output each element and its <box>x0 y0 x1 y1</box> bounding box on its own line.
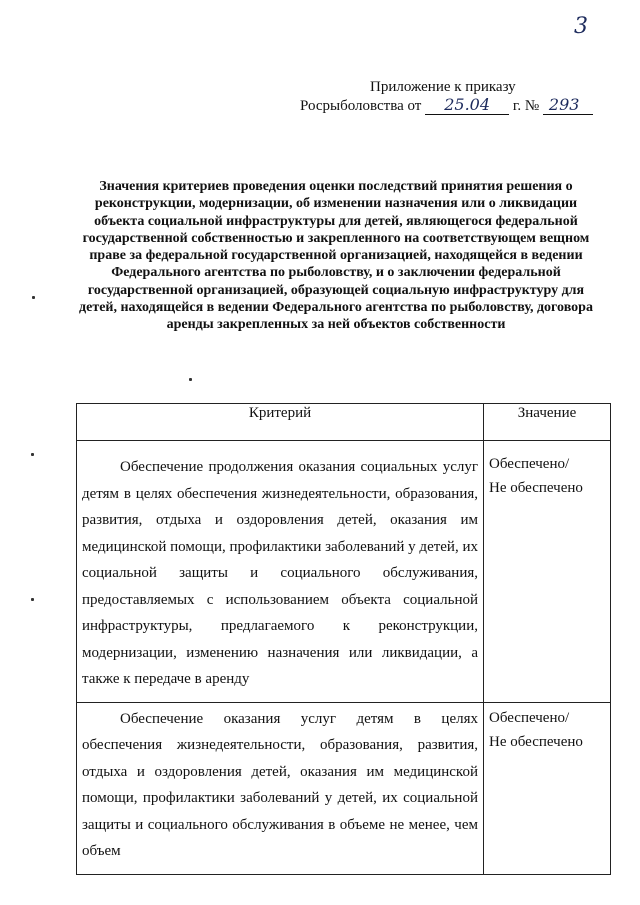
order-prefix: Росрыболовства от <box>300 98 422 114</box>
value-cell <box>484 702 611 874</box>
value-cell <box>484 441 611 703</box>
criterion-header: Критерий <box>77 404 484 441</box>
scan-mark <box>189 378 192 381</box>
value-line: Обеспечено/ <box>489 709 570 726</box>
criterion-cell <box>77 441 484 703</box>
value-line: Не обеспечено <box>489 480 583 496</box>
order-number-label: г. № <box>512 98 540 114</box>
criterion-text: Обеспечение оказания услуг детям в целях обеспечения жизнедеятельности, образования, развития, отдыха и оздоровления детей, оказания им медицинской помощи, профилактики заболеваний у детей, их социальной защиты и социального обслуживания в объеме не менее, чем объем <box>82 710 478 859</box>
table-row <box>77 702 611 874</box>
handwritten-page-number: 3 <box>574 14 588 39</box>
scan-mark <box>32 296 35 299</box>
document-title: Значения критериев проведения оценки последствий принятия решения о реконструкции, модернизации, об изменении назначения или о ликвидации объекта социальной инфраструктуры для детей, являющегося федеральной государственной собственностью и закрепленного на соответствующем вещном праве за федеральной государственной организацией, находящейся в ведении Федерального агентства по рыболовству, и о заключении федеральной государственной организацией, образующей социальную инфраструктуру для детей, находящейся в ведении Федерального агентства по рыболовству, договора аренды закрепленных за ней объектов собственности <box>79 179 593 333</box>
value-text <box>485 442 609 500</box>
scan-mark <box>31 453 34 456</box>
scan-mark <box>31 598 34 601</box>
value-text <box>485 704 609 754</box>
order-reference <box>300 96 600 115</box>
table-row <box>77 441 611 703</box>
criterion-text: Обеспечение продолжения оказания социальных услуг детям в целях обеспечения жизнедеятельности, образования, развития, отдыха и оздоровления детей, оказания им медицинской помощи, профилактики заболеваний у детей, их социальной защиты и социального обслуживания, предоставляемых с использованием объекта социальной инфраструктуры, предлагаемого к реконструкции, модернизации, изменению назначения или ликвидации, а также к передаче в аренду <box>82 459 478 687</box>
value-line: Обеспечено/ <box>489 456 570 472</box>
handwritten-date: 25.04 <box>425 96 509 115</box>
appendix-line: Приложение к приказу <box>370 79 516 95</box>
appendix-header <box>300 78 600 115</box>
value-line: Не обеспечено <box>489 733 583 750</box>
table-header-row <box>77 404 611 441</box>
criterion-cell <box>77 702 484 874</box>
criteria-table <box>76 403 611 875</box>
value-header: Значение <box>484 404 611 441</box>
handwritten-order-number: 293 <box>543 96 593 115</box>
